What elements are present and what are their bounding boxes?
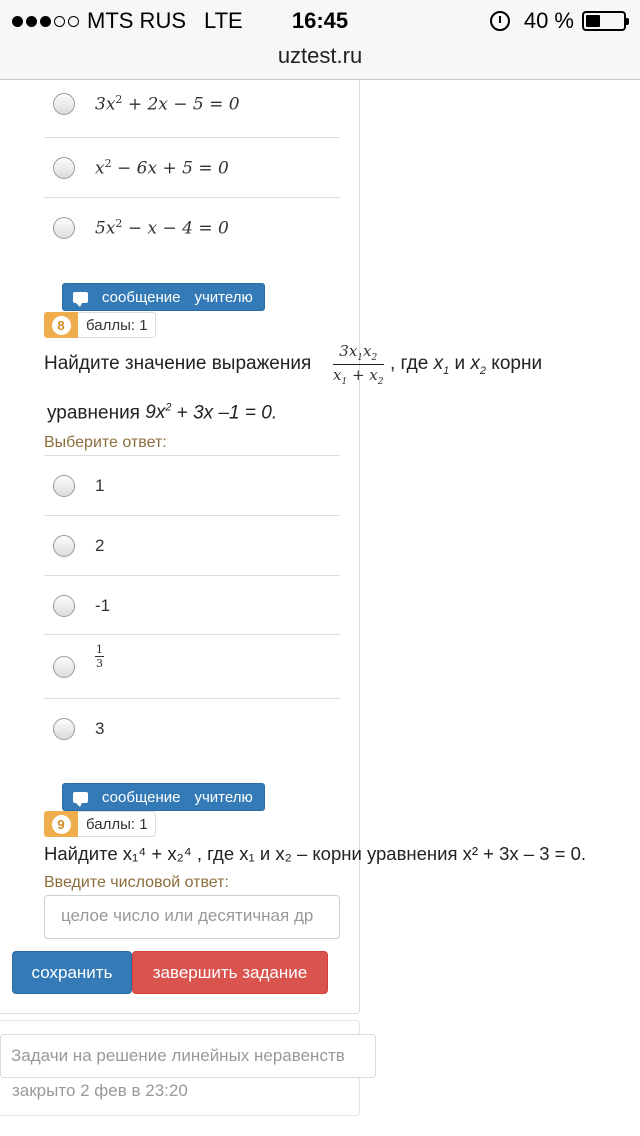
button-label: учителю bbox=[194, 788, 253, 806]
button-label: учителю bbox=[194, 288, 253, 306]
question-text: Найдите x₁⁴ + x₂⁴ , где x₁ и x₂ – корни уравнения x² + 3x – 3 = 0. bbox=[44, 843, 587, 864]
message-teacher-button[interactable] bbox=[62, 783, 265, 811]
answer-label: 1 bbox=[95, 476, 105, 495]
question-score bbox=[44, 811, 156, 837]
finish-task-button[interactable]: завершить задание bbox=[132, 951, 328, 994]
answer-option[interactable] bbox=[44, 515, 340, 575]
points-label: баллы: 1 bbox=[78, 312, 156, 338]
answer-option[interactable] bbox=[44, 456, 340, 516]
answer-label: $x^2 - 6x + 5 = 0$ bbox=[95, 156, 229, 179]
radio-button[interactable] bbox=[53, 656, 75, 678]
status-bar bbox=[0, 0, 640, 40]
answer-option[interactable] bbox=[44, 634, 340, 698]
question-text: Найдите значение выражения bbox=[44, 353, 312, 374]
answer-label: -1 bbox=[95, 595, 111, 615]
button-label: сообщение bbox=[102, 288, 181, 306]
answer-option[interactable] bbox=[44, 74, 340, 134]
numeric-answer-input[interactable]: целое число или десятичная др bbox=[44, 895, 340, 939]
answer-label: 3 bbox=[95, 718, 105, 738]
alarm-icon bbox=[490, 11, 510, 31]
fraction-denominator: $x_1 + x_2$ bbox=[333, 366, 384, 387]
battery-level bbox=[586, 15, 600, 27]
radio-button[interactable] bbox=[53, 475, 75, 497]
points-label: баллы: 1 bbox=[78, 811, 156, 837]
answer-option[interactable] bbox=[44, 197, 340, 257]
radio-button[interactable] bbox=[53, 595, 75, 617]
url-text: uztest.ru bbox=[277, 43, 363, 68]
question-text-tail: , где $x_1$ и $x_2$ корни bbox=[390, 353, 543, 377]
radio-button[interactable] bbox=[53, 535, 75, 557]
question-fraction bbox=[333, 342, 384, 387]
carrier-name: MTS RUS bbox=[87, 8, 186, 33]
task-title-link[interactable]: Задачи на решение линейных неравенств bbox=[0, 1034, 376, 1078]
chat-bubble-icon bbox=[73, 792, 88, 803]
chat-bubble-icon bbox=[73, 292, 88, 303]
task-status: закрыто 2 фев в 23:20 bbox=[12, 1081, 188, 1100]
answer-option[interactable] bbox=[44, 137, 340, 197]
button-label: сообщение bbox=[102, 788, 181, 806]
question-number-badge: 9 bbox=[44, 811, 78, 837]
numeric-answer-label: Введите числовой ответ: bbox=[44, 874, 229, 891]
choose-answer-label: Выберите ответ: bbox=[44, 434, 167, 451]
radio-button[interactable] bbox=[53, 93, 75, 115]
fraction-numerator: $3x_1x_2$ bbox=[333, 342, 384, 365]
save-button[interactable]: сохранить bbox=[12, 951, 132, 994]
answer-label: $5x^2 - x - 4 = 0$ bbox=[95, 216, 229, 239]
radio-button[interactable] bbox=[53, 217, 75, 239]
battery-percent: 40 % bbox=[523, 8, 574, 33]
answer-label: 2 bbox=[95, 535, 105, 555]
question-text-line2: уравнения $9x^2 + 3x$ –1 = 0. bbox=[47, 402, 278, 424]
answer-fraction: 1 3 bbox=[96, 643, 103, 670]
question-score bbox=[44, 312, 156, 338]
network-type: LTE bbox=[204, 8, 243, 33]
message-teacher-button[interactable] bbox=[62, 283, 265, 311]
answer-option[interactable] bbox=[44, 698, 340, 758]
answer-option[interactable] bbox=[44, 575, 340, 635]
answer-label: $3x^2 + 2x - 5 = 0$ bbox=[95, 93, 240, 115]
radio-button[interactable] bbox=[53, 718, 75, 740]
signal-strength-icon bbox=[12, 16, 79, 27]
radio-button[interactable] bbox=[53, 157, 75, 179]
question-number-badge: 8 bbox=[44, 312, 78, 338]
clock: 16:45 bbox=[291, 8, 349, 33]
battery-icon bbox=[582, 11, 626, 31]
